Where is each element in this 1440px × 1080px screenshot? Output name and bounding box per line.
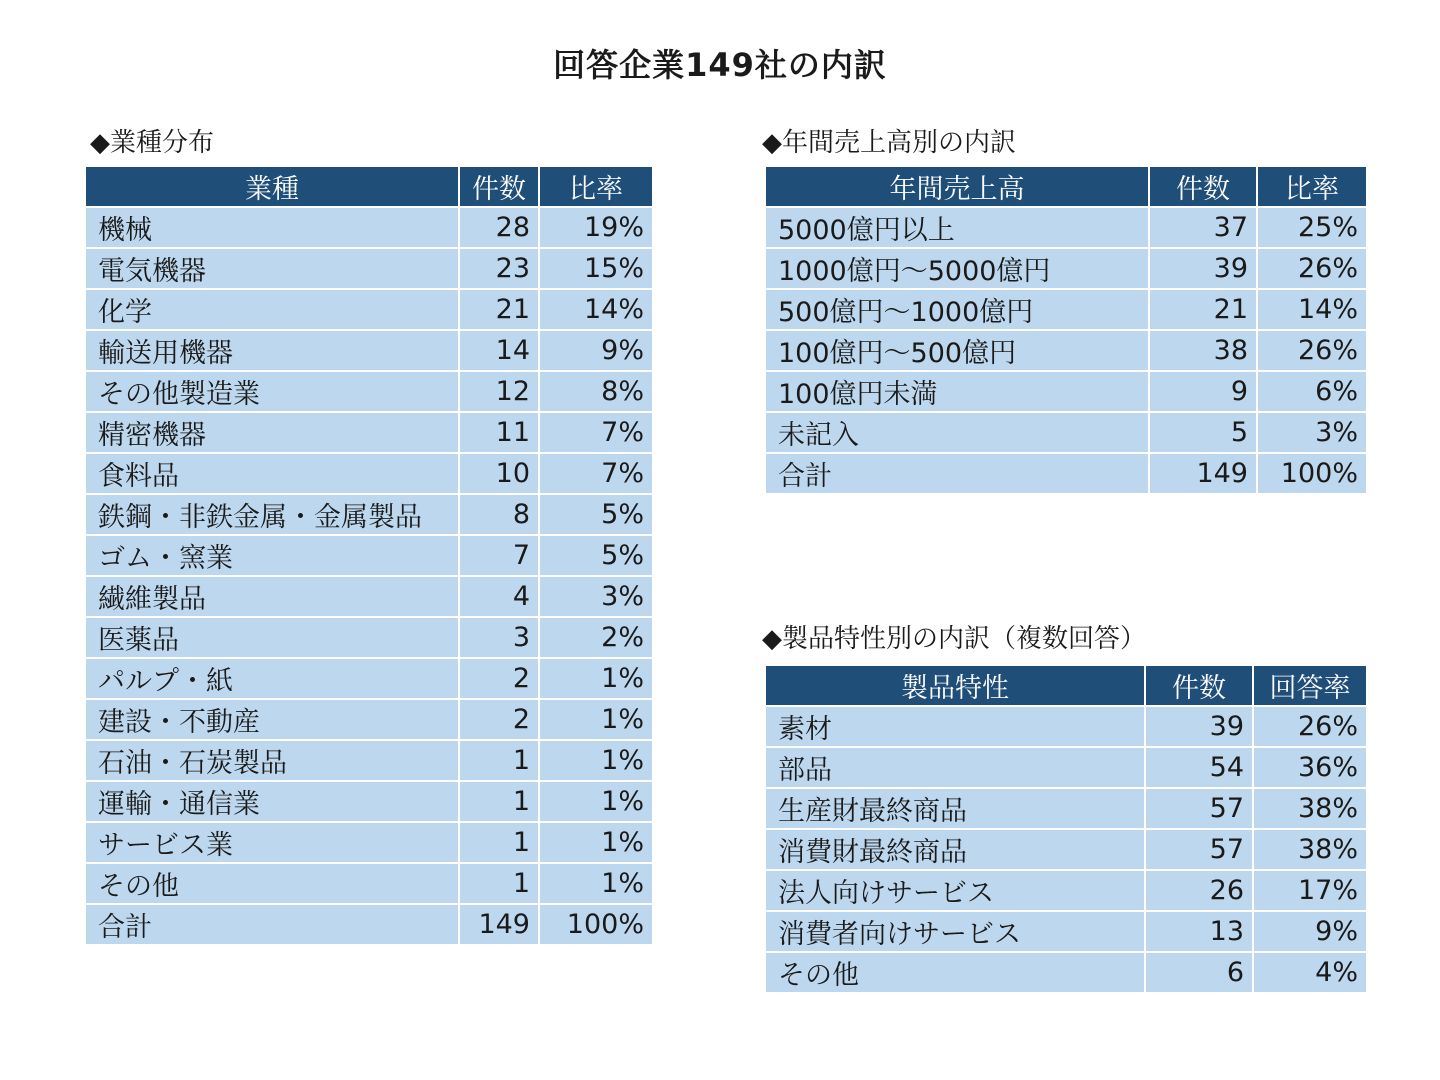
label-cell: 生産財最終商品 bbox=[765, 788, 1145, 829]
count-cell: 57 bbox=[1145, 829, 1253, 870]
table-row bbox=[85, 658, 653, 699]
ratio-cell: 1% bbox=[539, 740, 653, 781]
revenue-table bbox=[764, 165, 1368, 495]
ratio-cell: 100% bbox=[1257, 453, 1367, 494]
table-row bbox=[85, 576, 653, 617]
revenue-section-heading: ◆年間売上高別の内訳 bbox=[762, 128, 1016, 158]
label-cell: 100億円未満 bbox=[765, 371, 1149, 412]
ratio-cell: 19% bbox=[539, 207, 653, 248]
table-row bbox=[85, 740, 653, 781]
label-cell: 素材 bbox=[765, 706, 1145, 747]
label-cell: 繊維製品 bbox=[85, 576, 459, 617]
label-cell: 合計 bbox=[765, 453, 1149, 494]
table-row bbox=[765, 747, 1367, 788]
label-cell: 運輸・通信業 bbox=[85, 781, 459, 822]
table-row bbox=[85, 371, 653, 412]
table-row bbox=[85, 248, 653, 289]
ratio-cell: 36% bbox=[1253, 747, 1367, 788]
ratio-cell: 2% bbox=[539, 617, 653, 658]
label-cell: 部品 bbox=[765, 747, 1145, 788]
table-row bbox=[85, 617, 653, 658]
ratio-cell: 5% bbox=[539, 535, 653, 576]
product-table bbox=[764, 664, 1368, 994]
label-cell: パルプ・紙 bbox=[85, 658, 459, 699]
count-cell: 9 bbox=[1149, 371, 1257, 412]
label-cell: 1000億円～5000億円 bbox=[765, 248, 1149, 289]
table-row bbox=[85, 494, 653, 535]
ratio-cell: 9% bbox=[1253, 911, 1367, 952]
table-row bbox=[765, 289, 1367, 330]
ratio-cell: 25% bbox=[1257, 207, 1367, 248]
ratio-cell: 38% bbox=[1253, 829, 1367, 870]
count-cell: 10 bbox=[459, 453, 539, 494]
label-cell: 鉄鋼・非鉄金属・金属製品 bbox=[85, 494, 459, 535]
ratio-cell: 26% bbox=[1257, 330, 1367, 371]
column-header-label: 業種 bbox=[85, 166, 459, 207]
ratio-cell: 3% bbox=[1257, 412, 1367, 453]
column-header-label: 製品特性 bbox=[765, 665, 1145, 706]
count-cell: 13 bbox=[1145, 911, 1253, 952]
table-header-row bbox=[765, 665, 1367, 706]
label-cell: 電気機器 bbox=[85, 248, 459, 289]
count-cell: 14 bbox=[459, 330, 539, 371]
ratio-cell: 1% bbox=[539, 781, 653, 822]
table-row bbox=[765, 952, 1367, 993]
count-cell: 54 bbox=[1145, 747, 1253, 788]
table-row bbox=[85, 535, 653, 576]
table-row bbox=[85, 207, 653, 248]
count-cell: 7 bbox=[459, 535, 539, 576]
table-row bbox=[85, 412, 653, 453]
count-cell: 2 bbox=[459, 699, 539, 740]
table-header-row bbox=[85, 166, 653, 207]
label-cell: 医薬品 bbox=[85, 617, 459, 658]
table-row bbox=[85, 330, 653, 371]
table-row bbox=[85, 289, 653, 330]
count-cell: 21 bbox=[459, 289, 539, 330]
label-cell: 建設・不動産 bbox=[85, 699, 459, 740]
label-cell: 化学 bbox=[85, 289, 459, 330]
label-cell: 5000億円以上 bbox=[765, 207, 1149, 248]
label-cell: 500億円～1000億円 bbox=[765, 289, 1149, 330]
label-cell: 石油・石炭製品 bbox=[85, 740, 459, 781]
ratio-cell: 38% bbox=[1253, 788, 1367, 829]
count-cell: 1 bbox=[459, 822, 539, 863]
product-section-heading: ◆製品特性別の内訳（複数回答） bbox=[762, 624, 1146, 654]
column-header-count: 件数 bbox=[459, 166, 539, 207]
table-row bbox=[85, 781, 653, 822]
label-cell: 消費者向けサービス bbox=[765, 911, 1145, 952]
table-row bbox=[765, 788, 1367, 829]
ratio-cell: 7% bbox=[539, 412, 653, 453]
ratio-cell: 26% bbox=[1257, 248, 1367, 289]
label-cell: その他 bbox=[765, 952, 1145, 993]
ratio-cell: 1% bbox=[539, 658, 653, 699]
ratio-cell: 14% bbox=[1257, 289, 1367, 330]
ratio-cell: 14% bbox=[539, 289, 653, 330]
column-header-count: 件数 bbox=[1145, 665, 1253, 706]
count-cell: 1 bbox=[459, 781, 539, 822]
table-header-row bbox=[765, 166, 1367, 207]
table-row bbox=[765, 248, 1367, 289]
table-row bbox=[765, 911, 1367, 952]
label-cell: サービス業 bbox=[85, 822, 459, 863]
table-row bbox=[765, 412, 1367, 453]
table-row bbox=[85, 822, 653, 863]
count-cell: 26 bbox=[1145, 870, 1253, 911]
ratio-cell: 100% bbox=[539, 904, 653, 945]
label-cell: その他製造業 bbox=[85, 371, 459, 412]
count-cell: 11 bbox=[459, 412, 539, 453]
count-cell: 2 bbox=[459, 658, 539, 699]
ratio-cell: 1% bbox=[539, 822, 653, 863]
ratio-cell: 9% bbox=[539, 330, 653, 371]
ratio-cell: 26% bbox=[1253, 706, 1367, 747]
ratio-cell: 17% bbox=[1253, 870, 1367, 911]
count-cell: 12 bbox=[459, 371, 539, 412]
count-cell: 4 bbox=[459, 576, 539, 617]
table-row bbox=[765, 371, 1367, 412]
count-cell: 1 bbox=[459, 863, 539, 904]
industry-section-heading: ◆業種分布 bbox=[90, 128, 214, 158]
ratio-cell: 3% bbox=[539, 576, 653, 617]
table-row bbox=[765, 706, 1367, 747]
label-cell: 合計 bbox=[85, 904, 459, 945]
table-row bbox=[765, 829, 1367, 870]
ratio-cell: 15% bbox=[539, 248, 653, 289]
ratio-cell: 1% bbox=[539, 863, 653, 904]
count-cell: 39 bbox=[1145, 706, 1253, 747]
table-row bbox=[765, 330, 1367, 371]
count-cell: 8 bbox=[459, 494, 539, 535]
industry-table bbox=[84, 165, 654, 946]
ratio-cell: 4% bbox=[1253, 952, 1367, 993]
count-cell: 1 bbox=[459, 740, 539, 781]
label-cell: その他 bbox=[85, 863, 459, 904]
count-cell: 6 bbox=[1145, 952, 1253, 993]
label-cell: 消費財最終商品 bbox=[765, 829, 1145, 870]
table-row bbox=[765, 453, 1367, 494]
table-row bbox=[85, 699, 653, 740]
table-row bbox=[765, 207, 1367, 248]
column-header-count: 件数 bbox=[1149, 166, 1257, 207]
table-row bbox=[85, 904, 653, 945]
label-cell: ゴム・窯業 bbox=[85, 535, 459, 576]
count-cell: 3 bbox=[459, 617, 539, 658]
ratio-cell: 5% bbox=[539, 494, 653, 535]
count-cell: 5 bbox=[1149, 412, 1257, 453]
count-cell: 28 bbox=[459, 207, 539, 248]
column-header-label: 年間売上高 bbox=[765, 166, 1149, 207]
ratio-cell: 6% bbox=[1257, 371, 1367, 412]
column-header-ratio: 比率 bbox=[539, 166, 653, 207]
count-cell: 38 bbox=[1149, 330, 1257, 371]
count-cell: 21 bbox=[1149, 289, 1257, 330]
label-cell: 100億円～500億円 bbox=[765, 330, 1149, 371]
table-row bbox=[85, 863, 653, 904]
label-cell: 機械 bbox=[85, 207, 459, 248]
label-cell: 未記入 bbox=[765, 412, 1149, 453]
ratio-cell: 8% bbox=[539, 371, 653, 412]
ratio-cell: 7% bbox=[539, 453, 653, 494]
count-cell: 39 bbox=[1149, 248, 1257, 289]
count-cell: 37 bbox=[1149, 207, 1257, 248]
label-cell: 法人向けサービス bbox=[765, 870, 1145, 911]
ratio-cell: 1% bbox=[539, 699, 653, 740]
count-cell: 57 bbox=[1145, 788, 1253, 829]
label-cell: 輸送用機器 bbox=[85, 330, 459, 371]
column-header-ratio: 比率 bbox=[1257, 166, 1367, 207]
table-row bbox=[765, 870, 1367, 911]
label-cell: 精密機器 bbox=[85, 412, 459, 453]
table-row bbox=[85, 453, 653, 494]
page-title: 回答企業149社の内訳 bbox=[553, 46, 887, 84]
label-cell: 食料品 bbox=[85, 453, 459, 494]
count-cell: 149 bbox=[1149, 453, 1257, 494]
count-cell: 149 bbox=[459, 904, 539, 945]
column-header-ratio: 回答率 bbox=[1253, 665, 1367, 706]
count-cell: 23 bbox=[459, 248, 539, 289]
